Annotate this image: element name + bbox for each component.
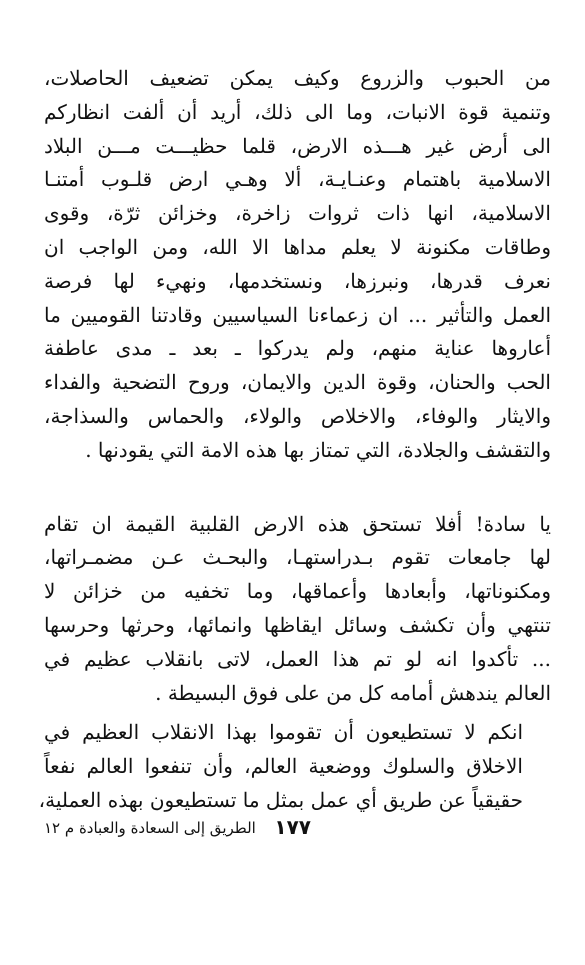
- text-line: أعاروها عناية منهم، ولم يدركوا ـ بعد ـ مدى عاطفة: [44, 336, 551, 361]
- text-line: من الحبوب والزروع وكيف يمكن تضعيف الحاصلات،: [44, 66, 551, 90]
- text-line: والتقشف والجلادة، التي تمتاز بها هذه الامة التي يقودنها .: [85, 437, 551, 462]
- text-line: انكم لا تستطيعون أن تقوموا بهذا الانقلاب العظيم في: [44, 720, 523, 745]
- paragraph-1: [44, 62, 551, 468]
- paragraph-2: [44, 508, 551, 711]
- paragraph-3: [38, 716, 551, 817]
- running-title: الطريق إلى السعادة والعبادة م ١٢: [44, 819, 256, 837]
- page-number: ١٧٧: [274, 815, 311, 839]
- text-line: تنتهي وأن تكشف وسائل ايقاظها وانمائها، وحرثها وحرسها: [44, 612, 551, 637]
- page-footer: [44, 813, 551, 843]
- text-line: الحب والحنان، وقوة الدين والايمان، وروح التضحية والفداء: [44, 370, 551, 395]
- text-line: والايثار والوفاء، والاخلاص والولاء، والحماس والسذاجة،: [44, 403, 551, 428]
- text-line: الاخلاق والسلوك ووضعية العالم، وأن تنفعوا العالم نفعاً: [44, 754, 523, 779]
- text-line: العالم يندهش أمامه كل من على فوق البسيطة .: [155, 680, 551, 705]
- text-line: الى أرض غير هـــذه الارض، قلما حظيـــت مـــن البلاد: [44, 133, 551, 158]
- text-line: حقيقياً عن طريق أي عمل بمثل ما تستطيعون بهذه العملية،: [38, 787, 523, 812]
- text-line: نعرف قدرها، ونبرزها، ونستخدمها، ونهيء لها فرصة: [44, 268, 551, 293]
- page-body: [38, 62, 551, 818]
- text-line: ومكنوناتها، وأبعادها وأعماقها، وما تخفيه من خزائن لا: [44, 579, 551, 604]
- text-line: الاسلامية، انها ذات ثروات زاخرة، وخزائن ثرّة، وقوى: [44, 201, 551, 226]
- text-line: وطاقات مكنونة لا يعلم مداها الا الله، ومن الواجب ان: [44, 234, 551, 259]
- text-line: لها جامعات تقوم بـدراستهـا، والبحـث عـن مضمـراتها،: [44, 545, 551, 570]
- text-line: الاسلامية باهتمام وعنـايـة، ألا وهـي ارض قلـوب أمتنـا: [44, 167, 551, 192]
- text-line: العمل والتأثير ... ان زعماءنا السياسيين وقادتنا القوميين ما: [44, 302, 551, 327]
- text-line: وتنمية قوة الانبات، وما الى ذلك، أريد أن ألفت انظاركم: [44, 99, 551, 124]
- text-line: ... تأكدوا انه لو تم هذا العمل، لاتى بانقلاب عظيم في: [44, 646, 551, 671]
- text-line: يا سادة! أفلا تستحق هذه الارض القلبية القيمة ان تقام: [44, 511, 551, 536]
